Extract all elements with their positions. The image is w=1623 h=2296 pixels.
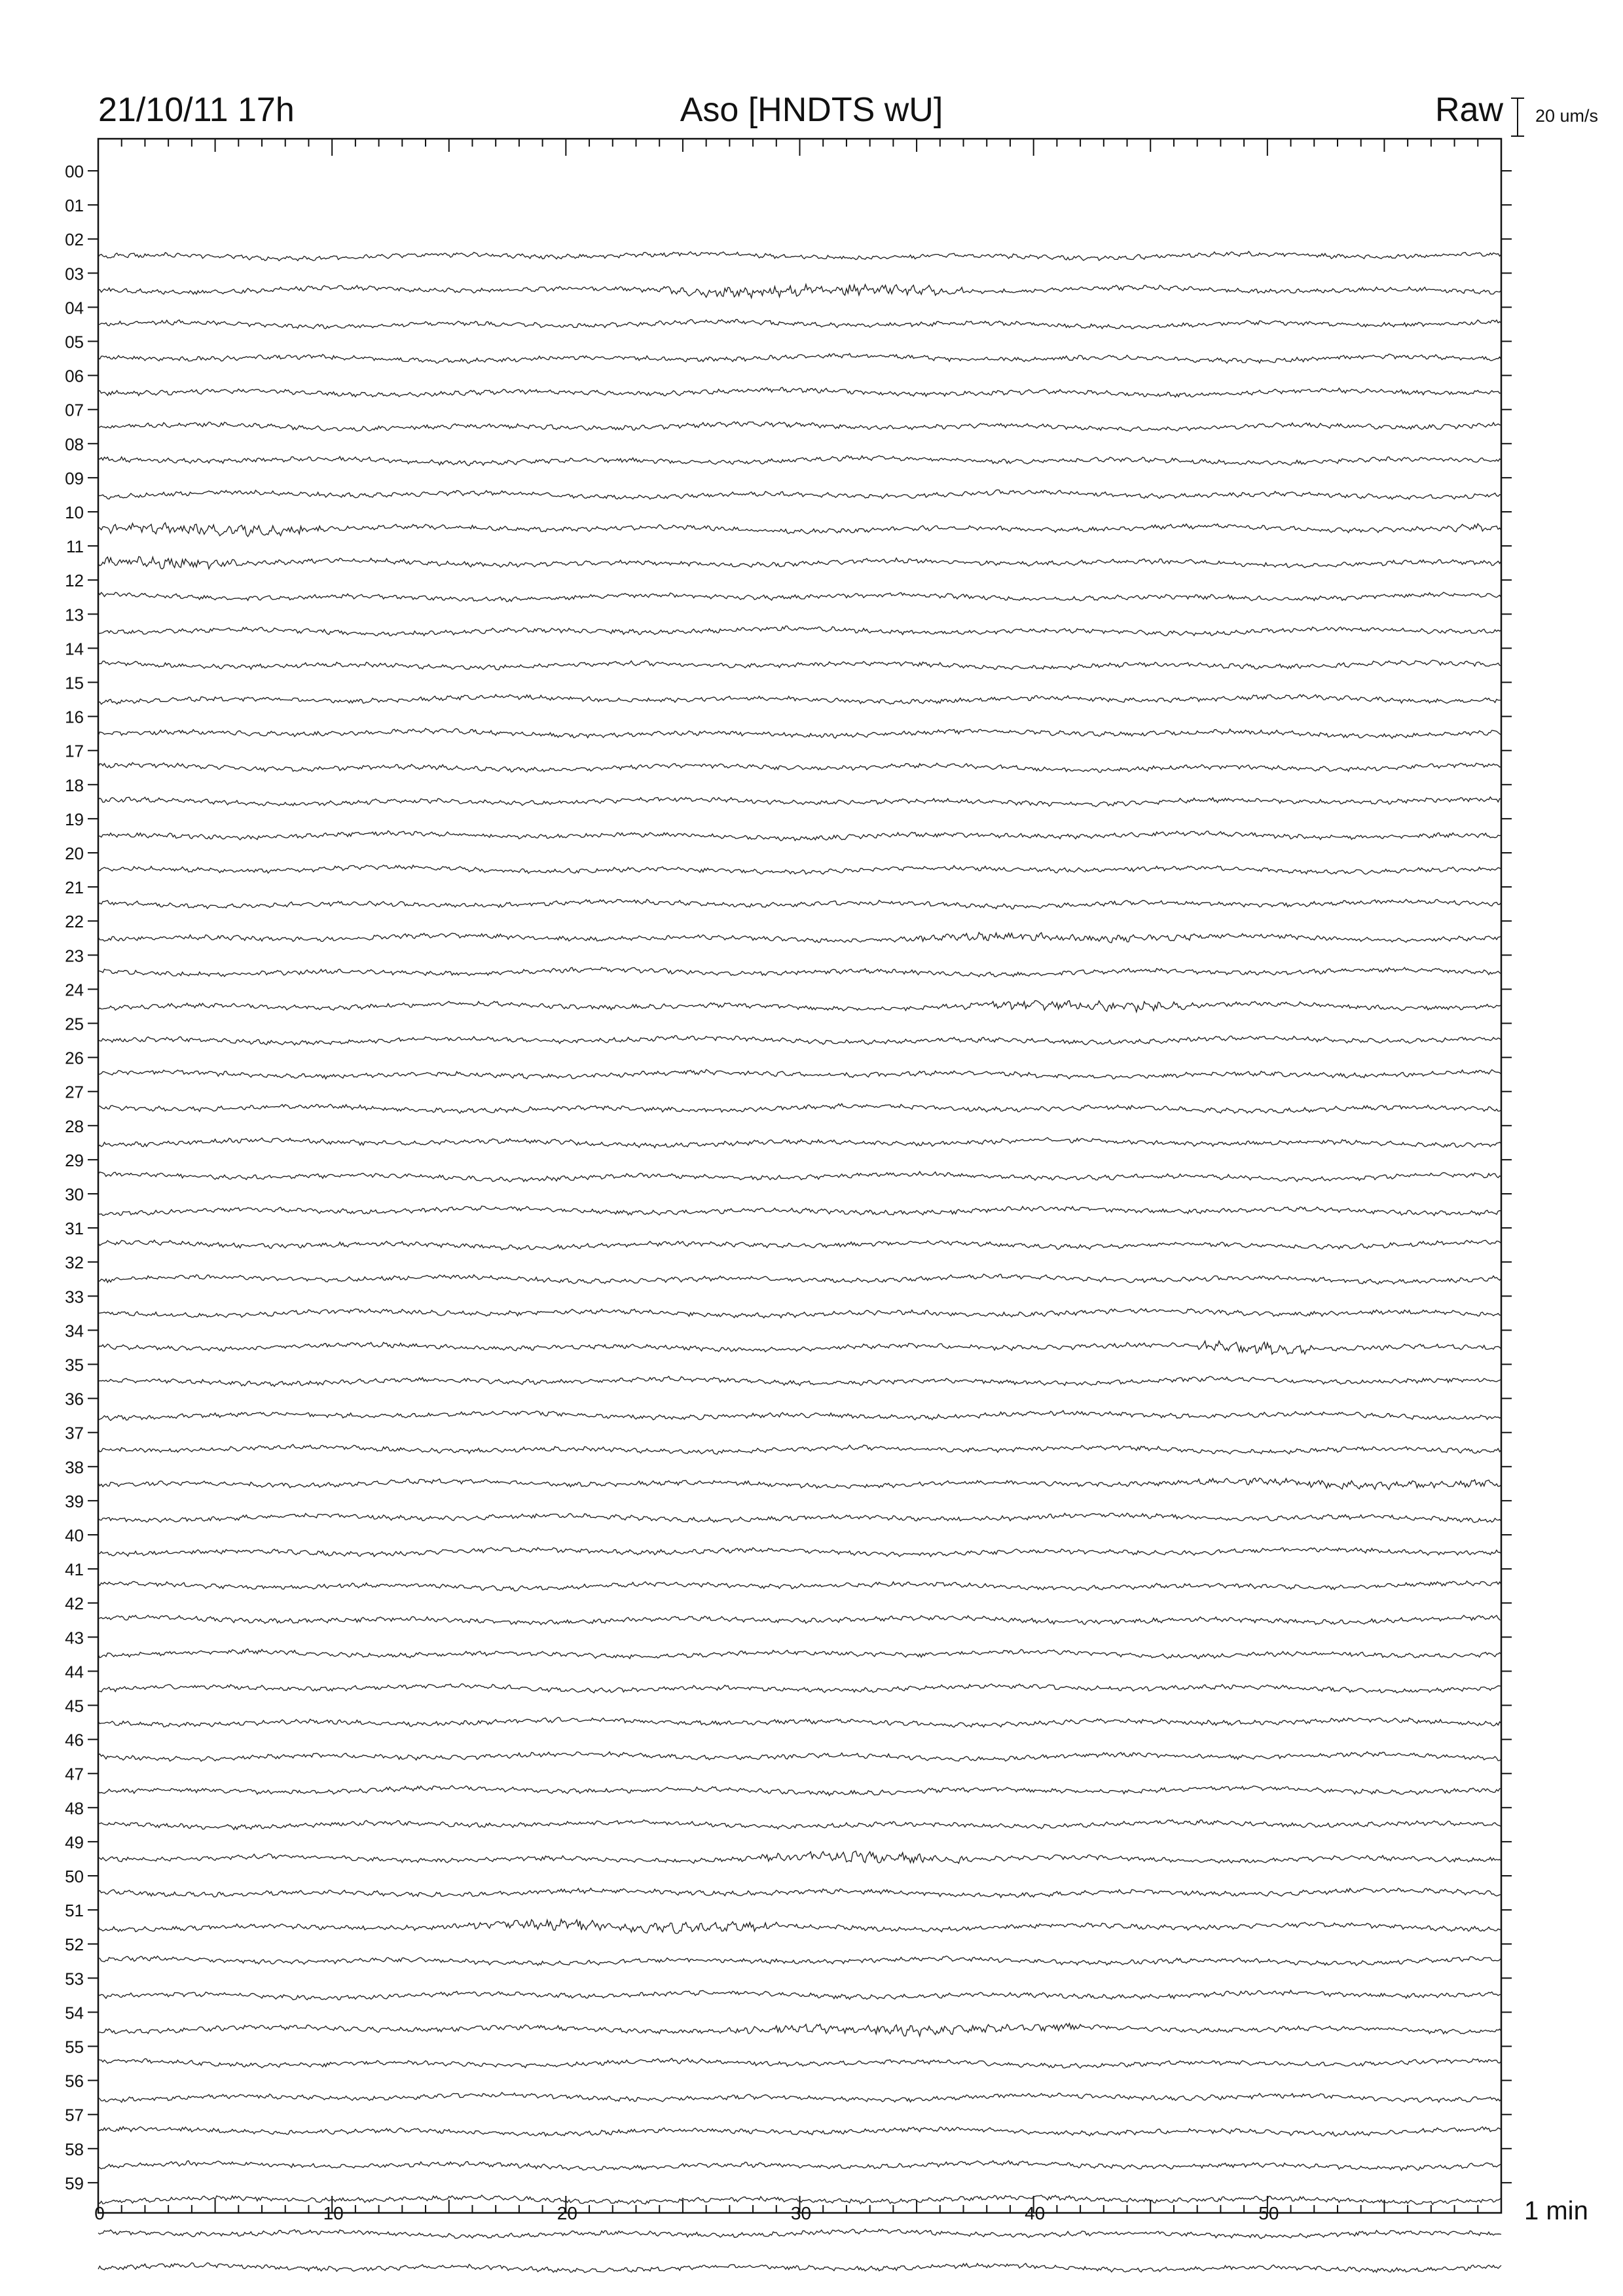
row-label: 44 xyxy=(65,1662,84,1682)
waveform-trace-11 xyxy=(98,556,1501,569)
time-tick-label: 30 xyxy=(790,2203,812,2223)
row-label: 06 xyxy=(65,366,84,386)
row-label: 18 xyxy=(65,775,84,795)
row-label: 29 xyxy=(65,1150,84,1170)
waveform-trace-17 xyxy=(98,762,1501,772)
row-label: 17 xyxy=(65,741,84,761)
waveform-trace-52 xyxy=(98,1956,1501,1966)
waveform-trace-10 xyxy=(98,523,1501,537)
waveform-trace-37 xyxy=(98,1444,1501,1454)
waveform-trace-30 xyxy=(98,1206,1501,1216)
station-title: Aso [HNDTS wU] xyxy=(680,91,943,129)
waveform-trace-57 xyxy=(98,2126,1501,2136)
date-hour-label: 21/10/11 17h xyxy=(98,91,295,129)
waveform-trace-29 xyxy=(98,1172,1501,1182)
row-label: 47 xyxy=(65,1764,84,1784)
row-label: 20 xyxy=(65,844,84,863)
row-label: 07 xyxy=(65,400,84,420)
row-label: 34 xyxy=(65,1321,84,1341)
row-label: 24 xyxy=(65,980,84,1000)
row-label: 02 xyxy=(65,230,84,250)
row-label: 58 xyxy=(65,2139,84,2159)
waveform-trace-35 xyxy=(98,1376,1501,1386)
plot-frame xyxy=(98,139,1501,2213)
waveform-trace-40 xyxy=(98,1547,1501,1556)
row-label: 46 xyxy=(65,1730,84,1750)
row-label: 12 xyxy=(65,571,84,591)
row-label: 56 xyxy=(65,2071,84,2091)
waveform-trace-38 xyxy=(98,1478,1501,1490)
row-label: 36 xyxy=(65,1389,84,1409)
waveform-trace-48 xyxy=(98,1820,1501,1830)
waveform-trace-07 xyxy=(98,422,1501,431)
waveform-trace-13 xyxy=(98,626,1501,636)
row-label: 22 xyxy=(65,912,84,932)
filter-label: Raw xyxy=(1434,91,1503,129)
row-label: 39 xyxy=(65,1491,84,1511)
waveform-trace-55 xyxy=(98,2058,1501,2068)
row-label: 21 xyxy=(65,878,84,898)
waveform-trace-31 xyxy=(98,1240,1501,1250)
time-tick-label: 20 xyxy=(556,2203,577,2223)
waveform-trace-03 xyxy=(98,284,1501,298)
waveform-trace-19 xyxy=(98,831,1501,840)
row-label: 40 xyxy=(65,1526,84,1545)
waveform-trace-08 xyxy=(98,456,1501,465)
time-tick-label: 50 xyxy=(1258,2203,1279,2223)
row-label: 19 xyxy=(65,809,84,829)
waveform-trace-60 xyxy=(98,2229,1501,2238)
row-label: 05 xyxy=(65,332,84,352)
waveform-trace-46 xyxy=(98,1751,1501,1761)
waveform-trace-32 xyxy=(98,1274,1501,1284)
row-label: 37 xyxy=(65,1423,84,1443)
row-label: 23 xyxy=(65,946,84,966)
row-label: 30 xyxy=(65,1185,84,1204)
row-label: 54 xyxy=(65,2003,84,2023)
row-label: 52 xyxy=(65,1935,84,1955)
waveform-trace-26 xyxy=(98,1069,1501,1079)
waveform-trace-36 xyxy=(98,1410,1501,1420)
row-label: 41 xyxy=(65,1560,84,1580)
row-label: 13 xyxy=(65,605,84,625)
row-label: 15 xyxy=(65,673,84,693)
row-label: 01 xyxy=(65,196,84,216)
waveform-trace-43 xyxy=(98,1649,1501,1659)
waveform-trace-42 xyxy=(98,1615,1501,1624)
waveform-trace-14 xyxy=(98,660,1501,670)
row-label: 33 xyxy=(65,1287,84,1307)
waveform-trace-15 xyxy=(98,694,1501,704)
row-label: 31 xyxy=(65,1219,84,1239)
waveform-trace-50 xyxy=(98,1888,1501,1897)
waveform-trace-25 xyxy=(98,1035,1501,1045)
row-label: 53 xyxy=(65,1969,84,1989)
waveform-trace-61 xyxy=(98,2263,1501,2272)
waveform-trace-33 xyxy=(98,1309,1501,1318)
waveform-trace-28 xyxy=(98,1138,1501,1148)
waveform-trace-24 xyxy=(98,1001,1501,1012)
row-label: 09 xyxy=(65,468,84,488)
row-label: 10 xyxy=(65,503,84,522)
row-label: 03 xyxy=(65,264,84,284)
row-label: 28 xyxy=(65,1116,84,1136)
time-axis-label: 1 min xyxy=(1524,2197,1588,2225)
time-tick-label: 40 xyxy=(1025,2203,1046,2223)
waveform-trace-47 xyxy=(98,1785,1501,1795)
row-label: 00 xyxy=(65,162,84,181)
waveform-trace-39 xyxy=(98,1513,1501,1522)
waveform-trace-16 xyxy=(98,728,1501,738)
waveform-trace-23 xyxy=(98,967,1501,977)
row-label: 49 xyxy=(65,1832,84,1852)
waveform-trace-06 xyxy=(98,387,1501,397)
waveform-trace-45 xyxy=(98,1717,1501,1727)
row-label: 27 xyxy=(65,1082,84,1102)
waveform-trace-22 xyxy=(98,933,1501,943)
row-label: 04 xyxy=(65,298,84,318)
waveform-trace-27 xyxy=(98,1103,1501,1113)
time-tick-label: 0 xyxy=(94,2203,105,2223)
row-label: 50 xyxy=(65,1867,84,1886)
row-label: 51 xyxy=(65,1901,84,1921)
waveform-trace-58 xyxy=(98,2161,1501,2170)
waveform-trace-12 xyxy=(98,592,1501,602)
row-label: 35 xyxy=(65,1355,84,1375)
waveform-trace-34 xyxy=(98,1341,1501,1354)
row-label: 43 xyxy=(65,1628,84,1648)
row-label: 16 xyxy=(65,707,84,727)
waveform-trace-51 xyxy=(98,1920,1501,1934)
waveform-trace-20 xyxy=(98,865,1501,874)
row-label: 48 xyxy=(65,1798,84,1818)
row-label: 08 xyxy=(65,434,84,454)
row-label: 57 xyxy=(65,2105,84,2125)
waveform-trace-44 xyxy=(98,1684,1501,1693)
waveform-trace-54 xyxy=(98,2024,1501,2037)
waveform-trace-53 xyxy=(98,1990,1501,2000)
row-label: 32 xyxy=(65,1253,84,1273)
row-label: 59 xyxy=(65,2173,84,2193)
waveform-trace-21 xyxy=(98,899,1501,909)
waveform-trace-02 xyxy=(98,251,1501,260)
row-label: 42 xyxy=(65,1594,84,1614)
row-label: 11 xyxy=(66,537,84,557)
time-tick-label: 10 xyxy=(323,2203,344,2223)
row-label: 26 xyxy=(65,1048,84,1068)
waveform-trace-56 xyxy=(98,2092,1501,2102)
waveform-trace-05 xyxy=(98,353,1501,363)
row-label: 55 xyxy=(65,2037,84,2057)
waveform-trace-09 xyxy=(98,490,1501,499)
waveform-trace-18 xyxy=(98,797,1501,807)
row-label: 45 xyxy=(65,1696,84,1716)
row-label: 14 xyxy=(65,639,84,659)
waveform-trace-49 xyxy=(98,1851,1501,1863)
waveform-trace-04 xyxy=(98,319,1501,329)
amplitude-scale-label: 20 um/s xyxy=(1535,106,1599,126)
waveform-trace-41 xyxy=(98,1581,1501,1591)
row-label: 25 xyxy=(65,1014,84,1034)
row-label: 38 xyxy=(65,1457,84,1477)
